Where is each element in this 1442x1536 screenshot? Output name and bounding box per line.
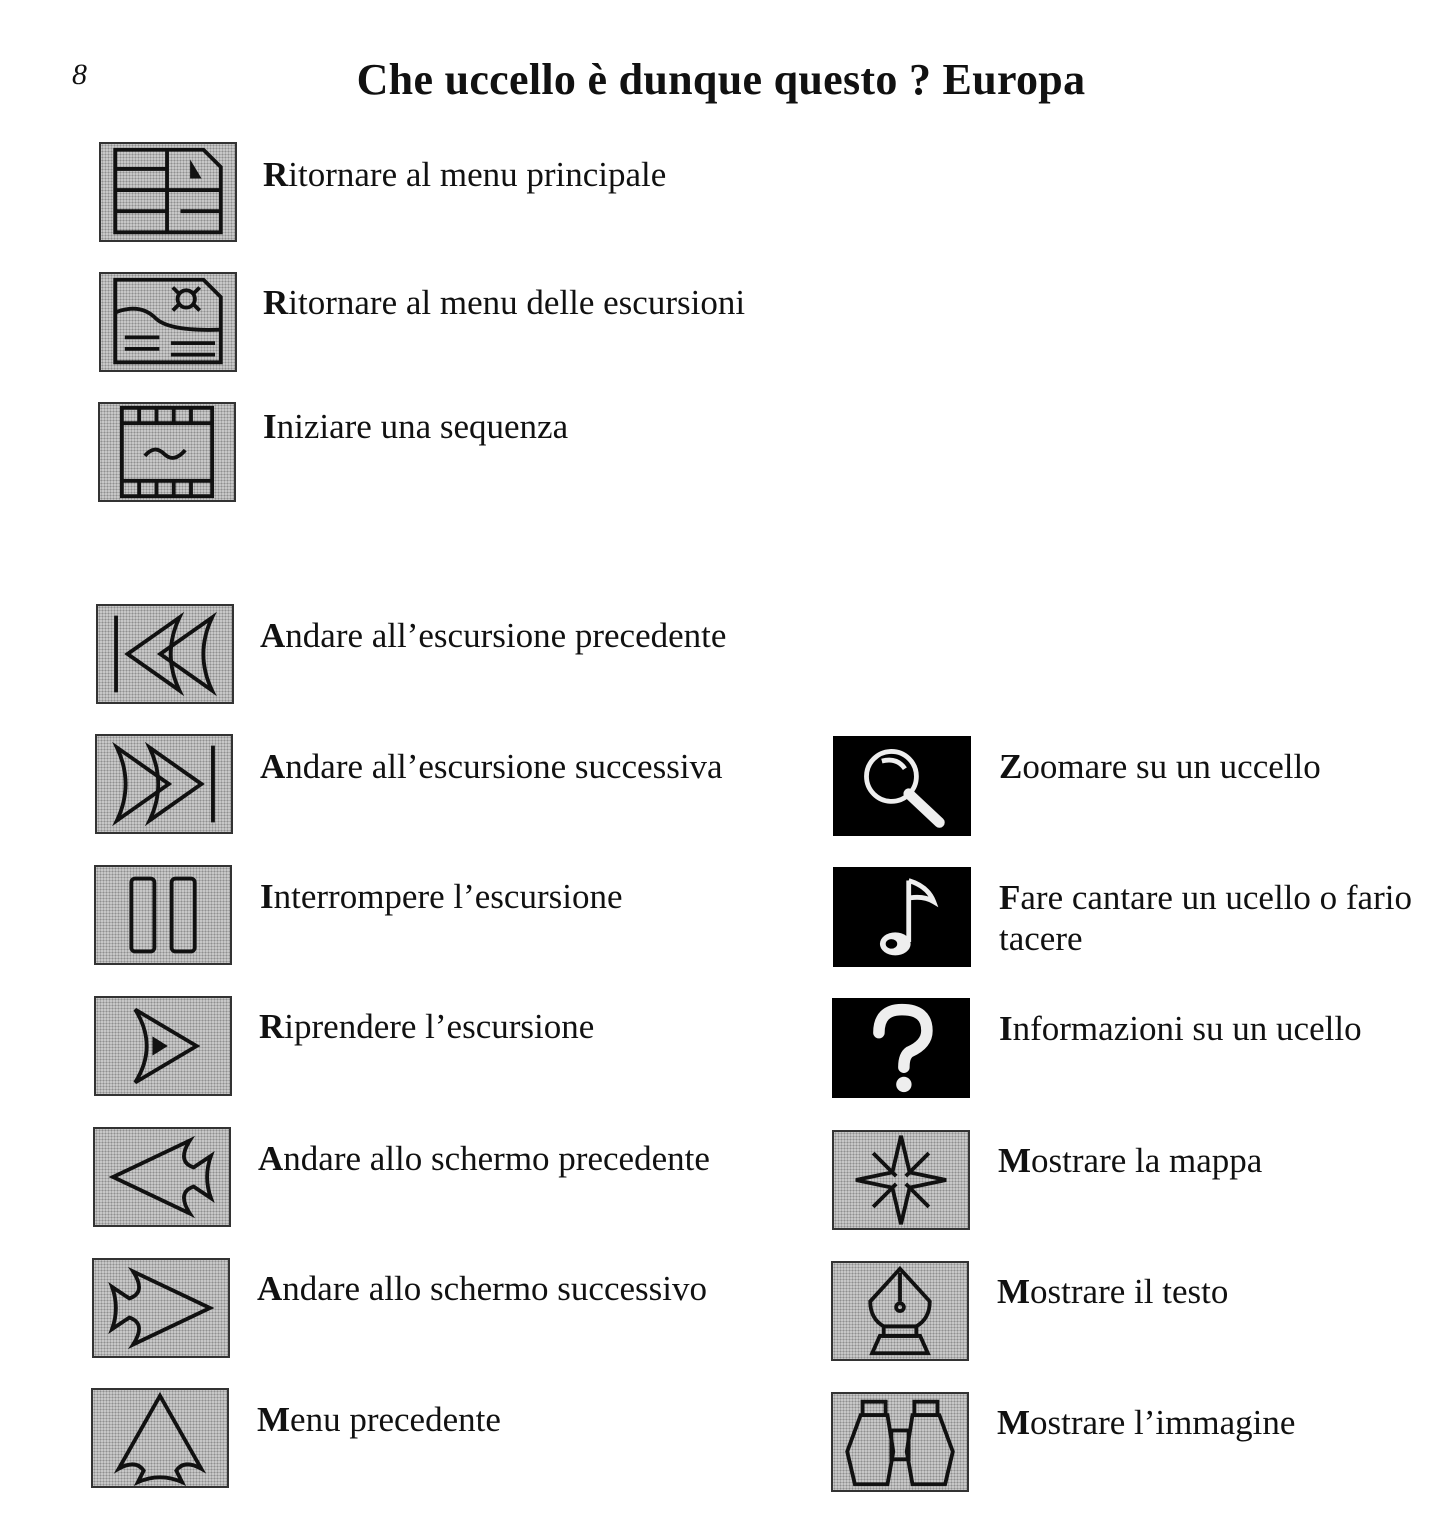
binoculars-icon xyxy=(831,1392,969,1492)
legend-label: Zoomare su un uccello xyxy=(999,747,1321,786)
legend-label: Mostrare l’immagine xyxy=(997,1403,1296,1442)
next-screen-icon xyxy=(92,1258,230,1358)
pause-icon xyxy=(94,865,232,965)
previous-screen-icon xyxy=(93,1127,231,1227)
legend-label: Mostrare la mappa xyxy=(998,1141,1263,1180)
legend-label: Fare cantare un ucello o fario tacere xyxy=(999,878,1412,958)
compass-rose-icon xyxy=(832,1130,970,1230)
question-mark-icon xyxy=(832,998,970,1098)
magnifier-icon xyxy=(833,736,971,836)
legend-label: Riprendere l’escursione xyxy=(259,1007,595,1046)
legend-label: Andare allo schermo successivo xyxy=(257,1269,707,1308)
legend-label: Informazioni su un ucello xyxy=(999,1009,1362,1048)
legend-label: Ritornare al menu delle escursioni xyxy=(263,283,746,322)
music-note-icon xyxy=(833,867,971,967)
excursions-menu-icon xyxy=(99,272,237,372)
up-arrow-icon xyxy=(91,1388,229,1488)
main-menu-icon xyxy=(99,142,237,242)
legend-label: Andare all’escursione precedente xyxy=(260,616,727,655)
pen-nib-icon xyxy=(831,1261,969,1361)
legend-label: Interrompere l’escursione xyxy=(260,877,623,916)
legend-label: Iniziare una sequenza xyxy=(263,407,569,446)
page-title: Che uccello è dunque questo ? Europa xyxy=(356,55,1086,104)
legend-label: Mostrare il testo xyxy=(997,1272,1229,1311)
legend-label: Menu precedente xyxy=(257,1400,501,1439)
legend-label: Andare allo schermo precedente xyxy=(258,1139,710,1178)
film-sequence-icon xyxy=(98,402,236,502)
previous-excursion-icon xyxy=(96,604,234,704)
next-excursion-icon xyxy=(95,734,233,834)
legend-label: Ritornare al menu principale xyxy=(263,155,667,194)
legend-label: Andare all’escursione successiva xyxy=(260,747,723,786)
resume-icon xyxy=(94,996,232,1096)
page-number: 8 xyxy=(72,58,87,91)
